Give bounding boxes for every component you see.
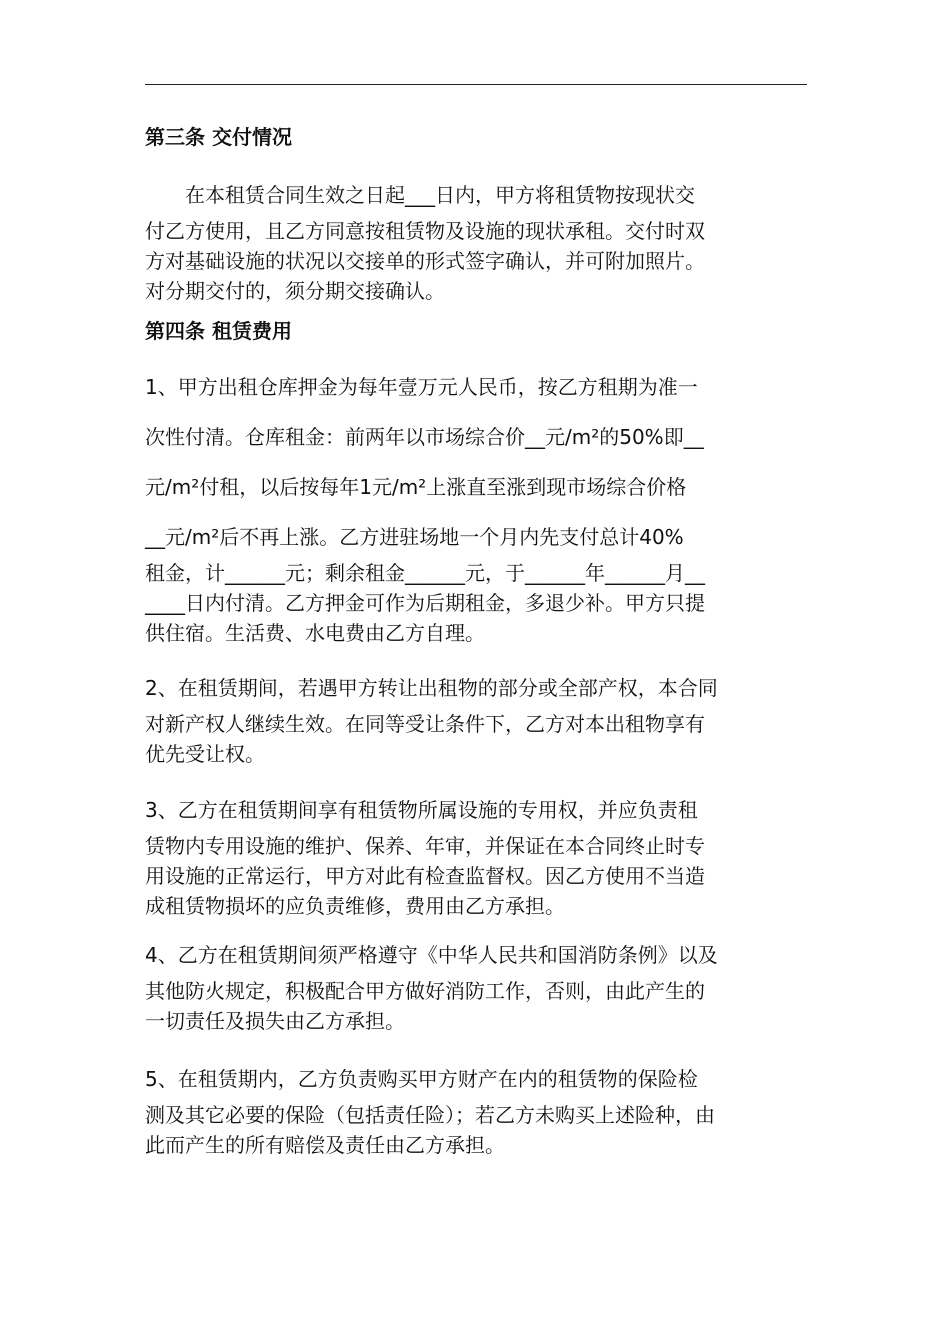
item1-line: 租金，计______元；剩余租金______元，于______年______月__ (145, 561, 705, 585)
section4-title: 第四条 租赁费用 (145, 319, 292, 343)
item5-line: 此而产生的所有赔偿及责任由乙方承担。 (145, 1133, 505, 1157)
section4-item4 (145, 940, 807, 1036)
item4-line: 4、乙方在租赁期间须严格遵守《中华人民共和国消防条例》以及 (145, 943, 718, 967)
section3-line: 在本租赁合同生效之日起___日内，甲方将租赁物按现状交 (185, 183, 695, 207)
item5-line: 测及其它必要的保险（包括责任险）；若乙方未购买上述险种，由 (145, 1103, 715, 1127)
item5-line: 5、在租赁期内，乙方负责购买甲方财产在内的租赁物的保险检 (145, 1067, 698, 1091)
item1-line: __元/m²后不再上涨。乙方进驻场地一个月内先支付总计40% (145, 525, 684, 549)
item3-line: 用设施的正常运行，甲方对此有检查监督权。因乙方使用不当造 (145, 864, 705, 888)
section4-item5 (145, 1064, 807, 1160)
item1-line: 供住宿。生活费、水电费由乙方自理。 (145, 621, 485, 645)
section3-paragraph (145, 180, 807, 306)
section4-item2 (145, 673, 807, 769)
header-rule (145, 84, 807, 85)
section4-item3 (145, 795, 807, 921)
item4-line: 一切责任及损失由乙方承担。 (145, 1009, 405, 1033)
item1-line: 1、甲方出租仓库押金为每年壹万元人民币，按乙方租期为准一 (145, 375, 698, 399)
item3-line: 成租赁物损坏的应负责维修，费用由乙方承担。 (145, 894, 565, 918)
item3-line: 3、乙方在租赁期间享有租赁物所属设施的专用权，并应负责租 (145, 798, 698, 822)
section3-line: 方对基础设施的状况以交接单的形式签字确认，并可附加照片。 (145, 249, 705, 273)
item4-line: 其他防火规定，积极配合甲方做好消防工作，否则，由此产生的 (145, 979, 705, 1003)
item2-line: 对新产权人继续生效。在同等受让条件下，乙方对本出租物享有 (145, 712, 705, 736)
section3-title: 第三条 交付情况 (145, 125, 292, 149)
section3-line: 付乙方使用，且乙方同意按租赁物及设施的现状承租。交付时双 (145, 219, 705, 243)
section4-item1 (145, 372, 807, 648)
section3-line: 对分期交付的，须分期交接确认。 (145, 279, 445, 303)
item1-line: 次性付清。仓库租金：前两年以市场综合价__元/m²的50%即__ (145, 425, 704, 449)
item1-line: ____日内付清。乙方押金可作为后期租金，多退少补。甲方只提 (145, 591, 705, 615)
item2-line: 优先受让权。 (145, 742, 265, 766)
item2-line: 2、在租赁期间，若遇甲方转让出租物的部分或全部产权，本合同 (145, 676, 718, 700)
item3-line: 赁物内专用设施的维护、保养、年审，并保证在本合同终止时专 (145, 834, 705, 858)
item1-line: 元/m²付租，以后按每年1元/m²上涨直至涨到现市场综合价格 (145, 475, 687, 499)
